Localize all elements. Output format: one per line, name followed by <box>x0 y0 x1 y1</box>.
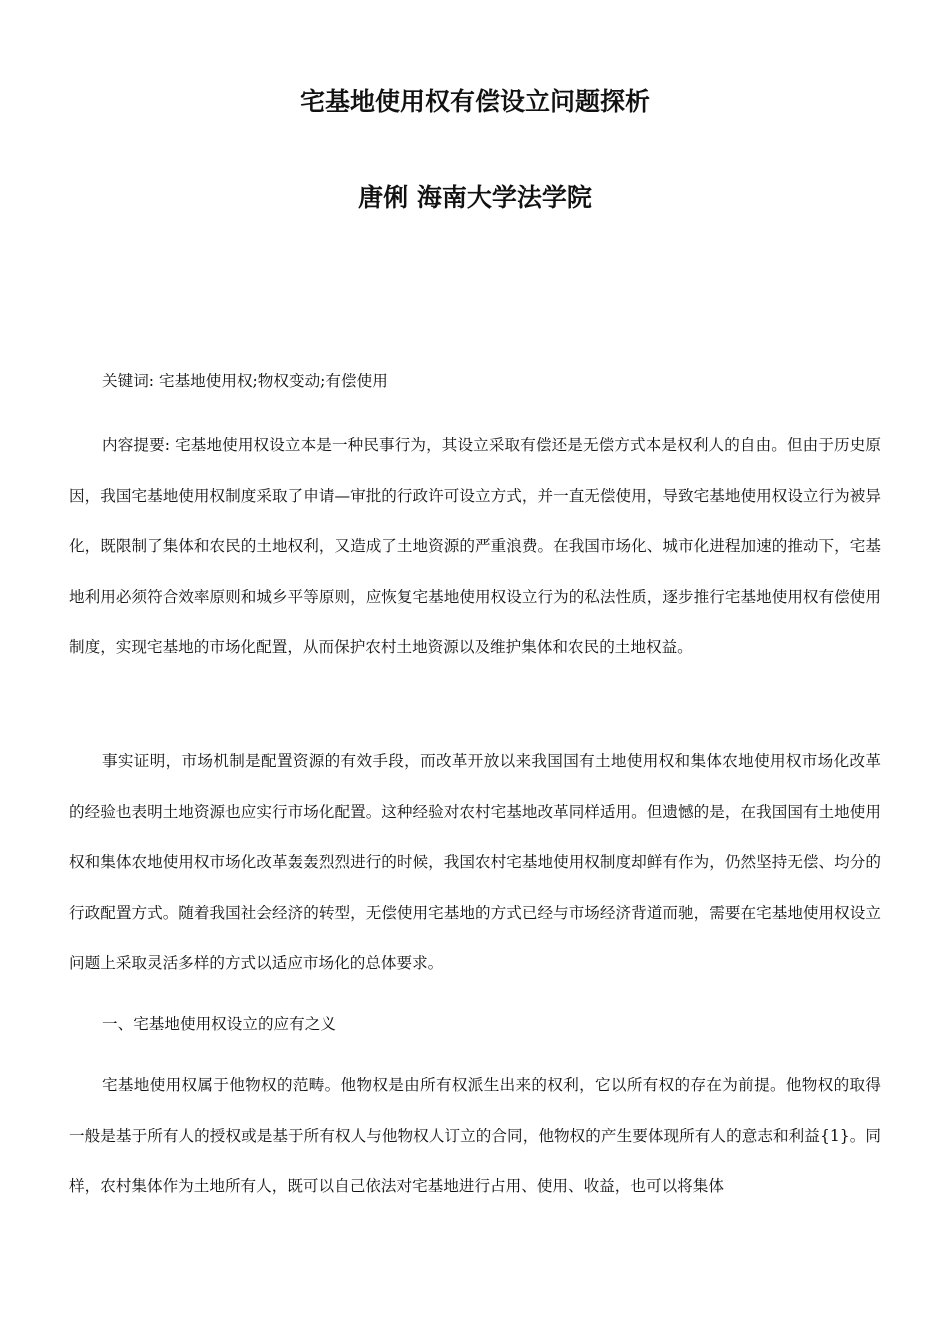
abstract-paragraph: 内容提要: 宅基地使用权设立本是一种民事行为，其设立采取有偿还是无偿方式本是权利人的自由。但由于历史原因，我国宅基地使用权制度采取了申请—审批的行政许可设立方式，并一直无偿使用，导致宅基地使用权设立行为被异化，既限制了集体和农民的土地权利，又造成了土地资源的严重浪费。在我国市场化、城市化进程加速的推动下，宅基地利用必须符合效率原则和城乡平等原则，应恢复宅基地使用权设立行为的私法性质，逐步推行宅基地使用权有偿使用制度，实现宅基地的市场化配置，从而保护农村土地资源以及维护集体和农民的土地权益。 <box>69 436 881 656</box>
section-heading: 一、宅基地使用权设立的应有之义 <box>102 1015 336 1033</box>
document-title: 宅基地使用权有偿设立问题探析 <box>299 87 650 116</box>
author-affiliation: 唐俐 海南大学法学院 <box>358 183 592 212</box>
keywords-line: 关键词: 宅基地使用权;物权变动;有偿使用 <box>102 372 388 390</box>
body-paragraph: 宅基地使用权属于他物权的范畴。他物权是由所有权派生出来的权利，它以所有权的存在为前提。他物权的取得一般是基于所有人的授权或是基于所有权人与他物权人订立的合同，他物权的产生要体现所有人的意志和利益{1}。同样，农村集体作为土地所有人，既可以自己依法对宅基地进行占用、使用、收益，也可以将集体 <box>69 1076 881 1195</box>
body-paragraph: 事实证明，市场机制是配置资源的有效手段，而改革开放以来我国国有土地使用权和集体农地使用权市场化改革的经验也表明土地资源也应实行市场化配置。这种经验对农村宅基地改革同样适用。但遗憾的是，在我国国有土地使用权和集体农地使用权市场化改革轰轰烈烈进行的时候，我国农村宅基地使用权制度却鲜有作为，仍然坚持无偿、均分的行政配置方式。随着我国社会经济的转型，无偿使用宅基地的方式已经与市场经济背道而驰，需要在宅基地使用权设立问题上采取灵活多样的方式以适应市场化的总体要求。 <box>69 752 881 972</box>
